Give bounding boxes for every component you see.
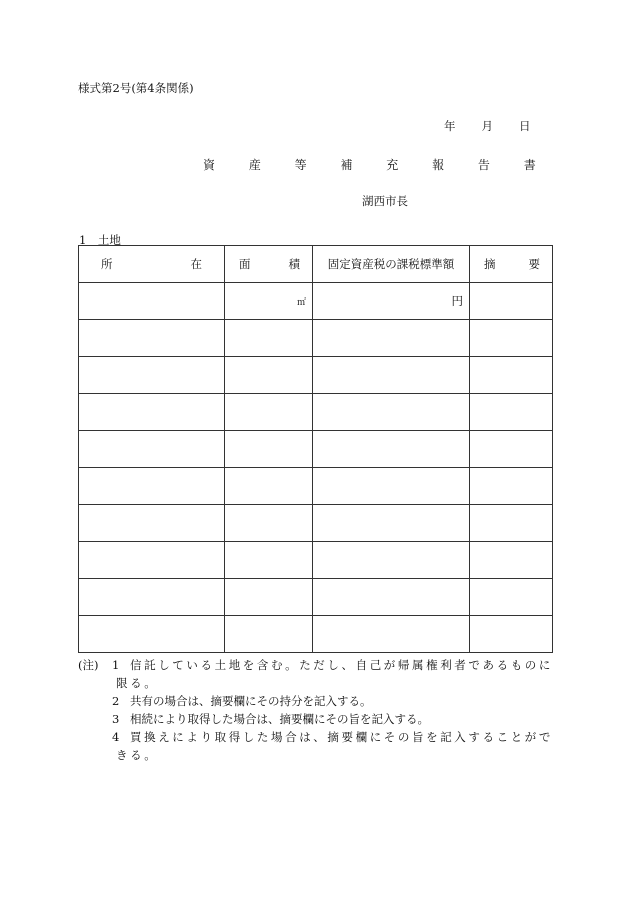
location-cell[interactable]: [79, 394, 225, 431]
table-row: [79, 357, 553, 394]
note-text: 買換えにより取得した場合は、摘要欄にその旨を記入することがで: [130, 730, 553, 744]
note-continuation: 限る。: [116, 676, 159, 690]
tax-base-cell[interactable]: [313, 431, 470, 468]
tax-base-cell[interactable]: [313, 394, 470, 431]
table-row: [79, 616, 553, 653]
remarks-cell[interactable]: [470, 320, 553, 357]
area-cell[interactable]: [225, 542, 313, 579]
table-header-row: [79, 246, 553, 283]
note-number: 2: [112, 694, 120, 708]
area-cell[interactable]: [225, 616, 313, 653]
land-table: [78, 245, 553, 653]
tax-base-cell[interactable]: [313, 468, 470, 505]
remarks-cell[interactable]: [470, 505, 553, 542]
tax-base-cell[interactable]: [313, 283, 470, 320]
table-row: [79, 468, 553, 505]
area-cell[interactable]: [225, 320, 313, 357]
area-cell[interactable]: [225, 431, 313, 468]
location-cell[interactable]: [79, 468, 225, 505]
date-line: [444, 118, 531, 134]
document-title: 資 産 等 補 充 報 告 書: [203, 158, 551, 172]
area-cell[interactable]: [225, 468, 313, 505]
location-cell[interactable]: [79, 431, 225, 468]
tax-base-cell[interactable]: [313, 505, 470, 542]
remarks-cell[interactable]: [470, 394, 553, 431]
note-item: [78, 656, 553, 674]
note-number: 3: [112, 712, 120, 726]
column-header-location: 所 在: [79, 246, 225, 283]
location-cell[interactable]: [79, 320, 225, 357]
area-cell[interactable]: [225, 357, 313, 394]
remarks-cell[interactable]: [470, 542, 553, 579]
location-cell[interactable]: [79, 542, 225, 579]
note-text: 共有の場合は、摘要欄にその持分を記入する。: [130, 694, 372, 708]
table-row: [79, 505, 553, 542]
location-cell[interactable]: [79, 579, 225, 616]
remarks-cell[interactable]: [470, 357, 553, 394]
table-row: [79, 542, 553, 579]
note-item: [78, 692, 553, 710]
area-cell[interactable]: [225, 505, 313, 542]
note-number: 4: [112, 730, 120, 744]
area-unit: ㎡: [296, 298, 306, 308]
notes: [78, 656, 553, 764]
area-cell[interactable]: [225, 394, 313, 431]
date-year-label: 年: [444, 119, 456, 133]
tax-base-cell[interactable]: [313, 542, 470, 579]
remarks-cell[interactable]: [470, 579, 553, 616]
column-header-area: 面 積: [225, 246, 313, 283]
notes-label: (注): [78, 658, 99, 672]
date-month-label: 月: [481, 119, 493, 133]
remarks-cell[interactable]: [470, 616, 553, 653]
table-row: [79, 394, 553, 431]
form-number: 様式第2号(第4条関係): [78, 81, 194, 95]
note-text: 信託している土地を含む。ただし、自己が帰属権利者であるものに: [130, 658, 553, 672]
remarks-cell[interactable]: [470, 283, 553, 320]
note-item: [78, 710, 553, 728]
tax-unit: 円: [451, 294, 463, 308]
tax-base-cell[interactable]: [313, 320, 470, 357]
note-text: 相続により取得した場合は、摘要欄にその旨を記入する。: [130, 712, 429, 726]
remarks-cell[interactable]: [470, 431, 553, 468]
area-cell[interactable]: [225, 579, 313, 616]
date-day-label: 日: [519, 119, 531, 133]
remarks-cell[interactable]: [470, 468, 553, 505]
location-cell[interactable]: [79, 283, 225, 320]
table-row: [79, 579, 553, 616]
table-row: [79, 431, 553, 468]
tax-base-cell[interactable]: [313, 357, 470, 394]
note-number: 1: [112, 658, 120, 672]
column-header-remarks: 摘 要: [470, 246, 553, 283]
location-cell[interactable]: [79, 505, 225, 542]
tax-base-cell[interactable]: [313, 616, 470, 653]
location-cell[interactable]: [79, 616, 225, 653]
area-cell[interactable]: [225, 283, 313, 320]
table-row: [79, 283, 553, 320]
tax-base-cell[interactable]: [313, 579, 470, 616]
section-heading: 1 土地: [79, 233, 121, 247]
location-cell[interactable]: [79, 357, 225, 394]
column-header-tax-base: 固定資産税の課税標準額: [313, 246, 470, 283]
recipient: 湖西市長: [362, 194, 408, 208]
note-continuation: きる。: [116, 748, 159, 762]
note-item: [78, 728, 553, 746]
table-row: [79, 320, 553, 357]
